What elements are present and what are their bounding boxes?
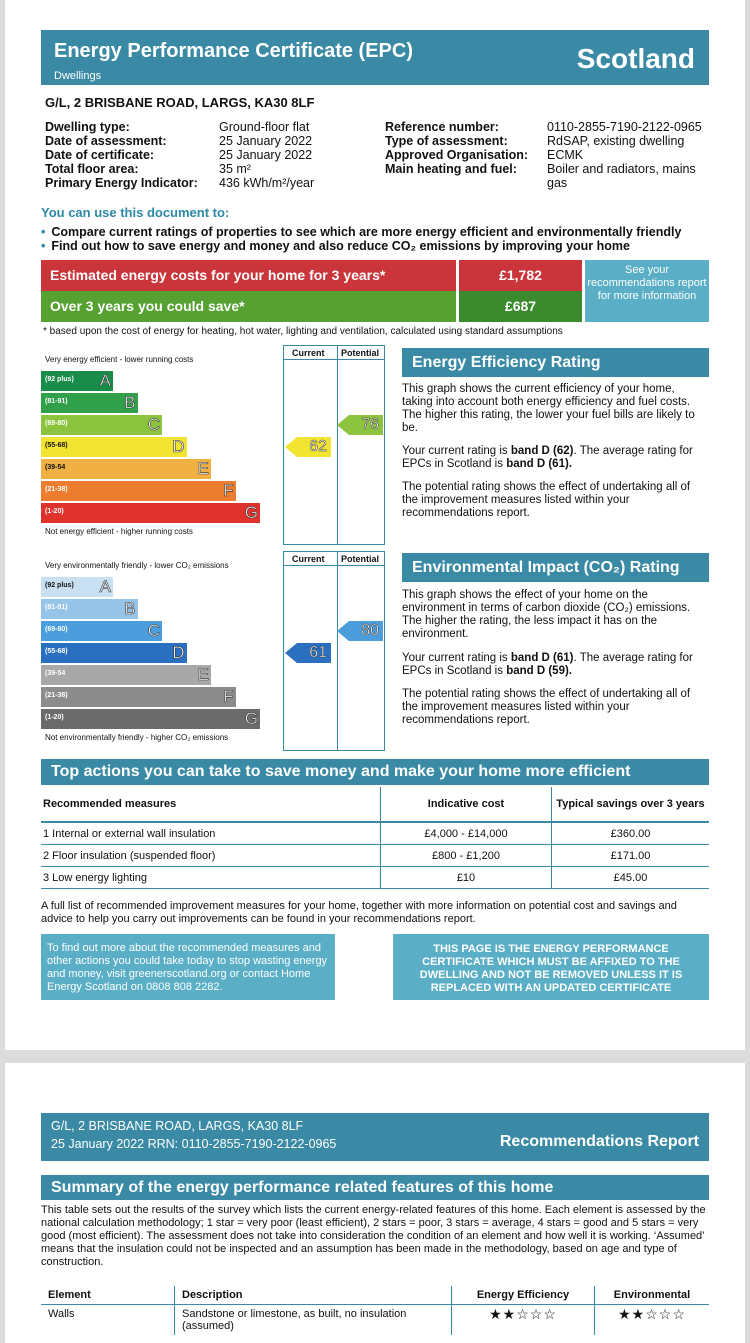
rating-band-d [41, 643, 187, 663]
band-range: (69-80) [45, 420, 68, 427]
measure-measure: 3 Low energy lighting [41, 867, 381, 889]
cost-footnote: * based upon the cost of energy for heating, hot water, lighting and ventilation, calculated using standard assumptions [43, 326, 563, 337]
band-letter: A [99, 371, 111, 390]
rating-band-g [41, 503, 260, 523]
use-heading: You can use this document to: [41, 205, 230, 220]
band-letter: B [124, 599, 136, 618]
column-divider [337, 345, 338, 545]
potential-rating-marker [337, 621, 383, 641]
potential-column-label: Potential [341, 554, 380, 564]
info-row [45, 134, 359, 148]
bottom-caption: Not environmentally friendly - higher CO₂ emissions [45, 733, 229, 742]
info-value: 0110-2855-7190-2122-0965 [547, 120, 702, 134]
property-address: G/L, 2 BRISBANE ROAD, LARGS, KA30 8LF [45, 95, 315, 110]
energy-cost-value: £1,782 [459, 260, 582, 291]
savings-value: £687 [459, 291, 582, 322]
band-range: (1-20) [45, 508, 64, 515]
current-rating-value: 62 [309, 438, 327, 455]
band-letter: F [223, 687, 234, 706]
measure-measure: 1 Internal or external wall insulation [41, 822, 381, 845]
rating-band-a [41, 371, 113, 391]
table-row [41, 867, 709, 889]
current-rating-marker [285, 643, 331, 663]
ei-potential-text: The potential rating shows the effect of undertaking all of the improvement measures listed within your recommendations report. [402, 688, 691, 726]
header-divider [283, 565, 385, 566]
potential-rating-value: 80 [361, 622, 379, 639]
info-key: Dwelling type: [45, 120, 130, 134]
band-range: (81-91) [45, 604, 68, 611]
measure-saving: £45.00 [552, 867, 710, 889]
info-row [385, 134, 713, 148]
environmental-impact-chart [41, 551, 385, 751]
info-value: 35 m² [219, 162, 251, 176]
bottom-caption: Not energy efficient - higher running costs [45, 527, 193, 536]
band-range: (55-68) [45, 648, 68, 655]
table-row [41, 1305, 709, 1336]
features-table [41, 1286, 709, 1335]
energy-efficiency-chart [41, 345, 385, 545]
potential-column-label: Potential [341, 348, 380, 358]
info-value: 25 January 2022 [219, 148, 313, 162]
report-date-rrn: 25 January 2022 RRN: 0110-2855-7190-2122-0965 [51, 1137, 337, 1151]
info-row [385, 120, 713, 134]
ei-current-rating-text: Your current rating is band D (61). The average rating for EPCs in Scotland is band D (59). [402, 652, 693, 677]
info-value: ECMK [547, 148, 584, 162]
ee-potential-text: The potential rating shows the effect of undertaking all of the improvement measures listed within your recommendations report. [402, 481, 691, 519]
band-letter: D [172, 437, 185, 456]
rating-band-e [41, 459, 211, 479]
recommended-measures-table [41, 787, 709, 889]
band-range: (69-80) [45, 626, 68, 633]
info-row [45, 120, 359, 134]
recommendations-note: A full list of recommended improvement measures for your home, together with more information on potential cost and savings and advice to help you carry out improvements can be found in your recommendations report. [41, 900, 677, 925]
certificate-header [41, 30, 709, 85]
info-key: Total floor area: [45, 162, 139, 176]
region-label: Scotland [576, 43, 695, 74]
info-key: Date of certificate: [45, 148, 155, 162]
summary-text: This table sets out the results of the survey which lists the current energy-related features of this home. Each element is assessed by the national calculation methodology; 1 star = very poor (least efficient), 2 stars = poor, 3 stars = average, 4 stars = good and 5 stars = very good (most efficient). The assessment does not take into consideration the condition of an element and how well it is working. ‘Assumed’ means that the insulation could not be inspected and an assumption has been made in the methodology, based on age and type of construction. [41, 1204, 706, 1268]
current-rating-marker [285, 437, 331, 457]
info-key: Primary Energy Indicator: [45, 176, 198, 190]
band-letter: G [244, 503, 258, 522]
band-range: (1-20) [45, 714, 64, 721]
band-letter: C [147, 415, 160, 434]
header-divider [283, 359, 385, 360]
top-actions-heading: Top actions you can take to save money and make your home more efficient [41, 759, 709, 785]
col-savings: Typical savings over 3 years [552, 787, 710, 822]
band-range: (92 plus) [45, 582, 74, 589]
info-key: Main heating and fuel: [385, 162, 517, 176]
ee-current-rating-text: Your current rating is band D (62). The average rating for EPCs in Scotland is band D (61). [402, 445, 693, 470]
rating-band-f [41, 687, 236, 707]
epc-page [5, 0, 745, 1050]
rating-band-c [41, 621, 162, 641]
rating-band-g [41, 709, 260, 729]
energy-efficiency-stars: ★★☆☆☆ [452, 1305, 595, 1336]
rating-band-e [41, 665, 211, 685]
band-range: (81-91) [45, 398, 68, 405]
band-range: (55-68) [45, 442, 68, 449]
measure-saving: £360.00 [552, 822, 710, 845]
rating-band-d [41, 437, 187, 457]
info-value: RdSAP, existing dwelling [547, 134, 685, 148]
col-measures: Recommended measures [41, 787, 381, 822]
info-value: Ground-floor flat [219, 120, 310, 134]
savings-label: Over 3 years you could save* [41, 291, 456, 322]
info-key: Approved Organisation: [385, 148, 529, 162]
environmental-stars: ★★☆☆☆ [595, 1305, 710, 1336]
rating-band-c [41, 415, 162, 435]
measure-cost: £10 [381, 867, 552, 889]
info-row [385, 162, 713, 190]
info-row [385, 148, 713, 162]
current-rating-value: 61 [309, 644, 327, 661]
band-range: (39-54 [45, 670, 66, 677]
assessment-info [385, 120, 713, 190]
current-column-label: Current [292, 554, 325, 564]
info-value: 436 kWh/m²/year [219, 176, 315, 190]
measure-measure: 2 Floor insulation (suspended floor) [41, 845, 381, 867]
column-divider [337, 551, 338, 751]
band-letter: B [124, 393, 136, 412]
info-key: Reference number: [385, 120, 499, 134]
measure-cost: £4,000 - £14,000 [381, 822, 552, 845]
band-range: (39-54 [45, 464, 66, 471]
certificate-title: Energy Performance Certificate (EPC) [54, 40, 414, 62]
rating-band-f [41, 481, 236, 501]
top-caption: Very environmentally friendly - lower CO₂ emissions [45, 561, 229, 570]
bullet-item: • Compare current ratings of properties to see which are more energy efficient and environmentally friendly [41, 225, 682, 239]
band-range: (21-38) [45, 486, 68, 493]
summary-heading: Summary of the energy performance related features of this home [41, 1175, 709, 1200]
band-letter: E [197, 665, 209, 684]
energy-cost-label: Estimated energy costs for your home for 3 years* [41, 260, 456, 291]
band-letter: F [223, 481, 234, 500]
info-key: Type of assessment: [385, 134, 508, 148]
potential-rating-value: 76 [361, 416, 379, 433]
report-header [41, 1113, 709, 1161]
rating-band-b [41, 393, 138, 413]
ei-description: This graph shows the effect of your home on the environment in terms of carbon dioxide (CO₂) emissions. The higher the rating, the less impact it has on the environment. [402, 589, 691, 640]
energy-efficiency-heading: Energy Efficiency Rating [402, 348, 709, 377]
rating-band-a [41, 577, 113, 597]
info-row [45, 176, 359, 190]
col-cost: Indicative cost [381, 787, 552, 822]
rating-band-b [41, 599, 138, 619]
top-caption: Very energy efficient - lower running costs [45, 355, 194, 364]
element-description: Sandstone or limestone, as built, no insulation (assumed) [175, 1305, 452, 1336]
band-letter: G [244, 709, 258, 728]
dwelling-info [45, 120, 359, 190]
affix-notice-box: THIS PAGE IS THE ENERGY PERFORMANCE CERTIFICATE WHICH MUST BE AFFIXED TO THE DWELLING AND NOT BE REMOVED UNLESS IT IS REPLACED WITH AN UPDATED CERTIFICATE [393, 934, 709, 1000]
measure-cost: £800 - £1,200 [381, 845, 552, 867]
col-element: Element [41, 1286, 175, 1305]
table-row [41, 845, 709, 867]
bullet-item: • Find out how to save energy and money and also reduce CO₂ emissions by improving your home [41, 239, 630, 253]
see-recommendations-box: See your recommendations report for more information [585, 260, 709, 322]
report-title: Recommendations Report [499, 1133, 699, 1150]
recommendations-page [5, 1063, 745, 1343]
info-value: 25 January 2022 [219, 134, 313, 148]
info-key: Date of assessment: [45, 134, 167, 148]
potential-rating-marker [337, 415, 383, 435]
find-out-more-box: To find out more about the recommended measures and other actions you could take today to stop wasting energy and money, visit greenerscotland.org or contact Home Energy Scotland on 0808 808 2282. [41, 934, 335, 1000]
table-row [41, 822, 709, 845]
band-letter: C [147, 621, 160, 640]
certificate-subtitle: Dwellings [54, 70, 102, 82]
band-range: (21-38) [45, 692, 68, 699]
current-column-label: Current [292, 348, 325, 358]
info-row [45, 162, 359, 176]
band-letter: D [172, 643, 185, 662]
band-range: (92 plus) [45, 376, 74, 383]
band-letter: A [99, 577, 111, 596]
col-environmental: Environmental [595, 1286, 710, 1305]
environmental-impact-heading: Environmental Impact (CO₂) Rating [402, 553, 709, 582]
info-value: Boiler and radiators, mains gas [547, 162, 696, 190]
report-address: G/L, 2 BRISBANE ROAD, LARGS, KA30 8LF [51, 1119, 304, 1133]
element-name: Walls [48, 1308, 75, 1320]
measure-saving: £171.00 [552, 845, 710, 867]
col-description: Description [175, 1286, 452, 1305]
ee-description: This graph shows the current efficiency of your home, taking into account both energy efficiency and fuel costs. The higher this rating, the lower your fuel bills are likely to be. [402, 383, 695, 434]
band-letter: E [197, 459, 209, 478]
col-energy-efficiency: Energy Efficiency [452, 1286, 595, 1305]
info-row [45, 148, 359, 162]
